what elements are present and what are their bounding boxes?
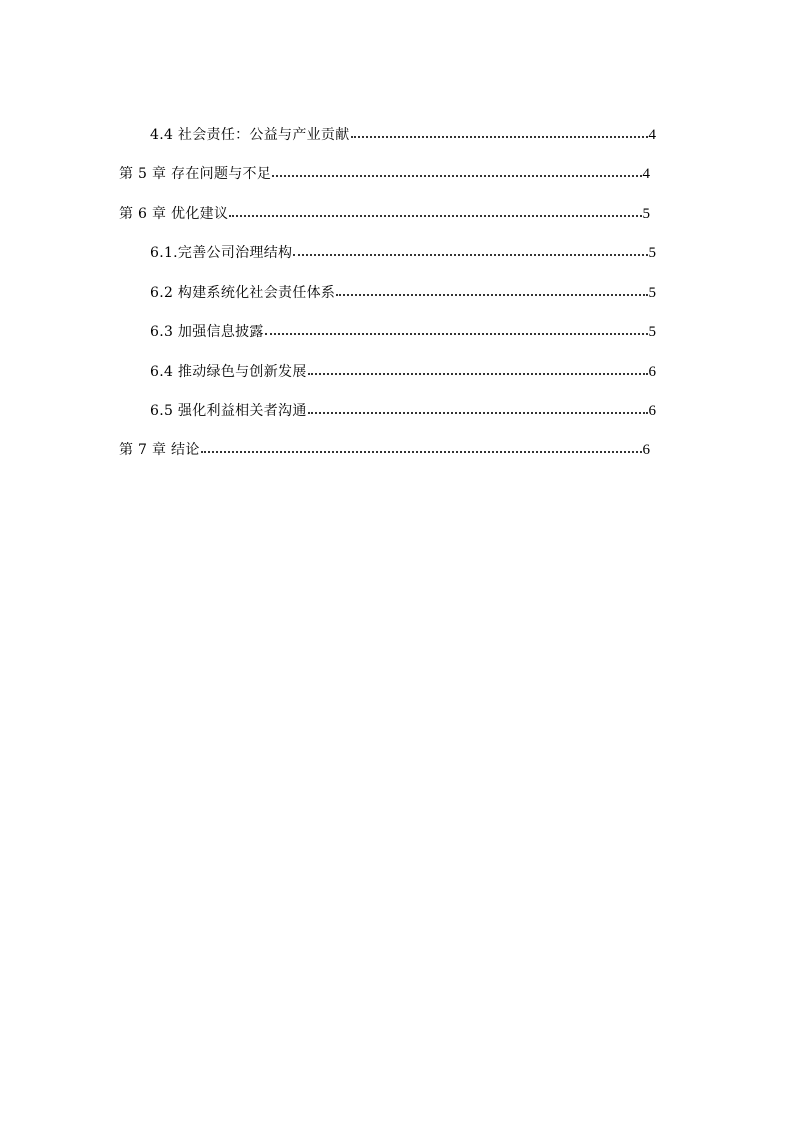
toc-dot-leader [201, 451, 642, 453]
toc-entry-page-number: 6 [648, 403, 656, 419]
toc-entry-page-number: 6 [648, 364, 656, 380]
toc-entry-label: 6.1.完善公司治理结构 [150, 245, 293, 261]
toc-dot-leader [351, 136, 648, 138]
toc-entry-6-5[interactable] [150, 399, 656, 423]
toc-entry-6-4[interactable] [150, 360, 656, 384]
toc-entry-label: 第 5 章 存在问题与不足 [119, 166, 272, 182]
toc-entry-label: 6.3 加强信息披露 [150, 324, 264, 340]
toc-entry-label: 6.4 推动绿色与创新发展 [150, 364, 307, 380]
toc-dot-leader [308, 373, 648, 375]
toc-entry-chapter-7[interactable] [119, 438, 650, 462]
toc-entry-label: 第 6 章 优化建议 [119, 206, 229, 222]
toc-entry-page-number: 4 [648, 127, 656, 143]
toc-entry-label: 第 7 章 结论 [119, 442, 200, 458]
toc-entry-label: 4.4 社会责任：公益与产业贡献 [150, 127, 350, 143]
toc-dot-leader [308, 412, 648, 414]
toc-dot-leader [293, 254, 647, 256]
toc-entry-4-4[interactable] [150, 123, 656, 147]
toc-entry-chapter-5[interactable] [119, 162, 650, 186]
toc-entry-page-number: 6 [642, 442, 650, 458]
toc-entry-label: 6.2 构建系统化社会责任体系 [150, 285, 336, 301]
toc-entry-page-number: 4 [642, 166, 650, 182]
toc-dot-leader [229, 215, 641, 217]
toc-entry-page-number: 5 [648, 324, 656, 340]
toc-dot-leader [272, 175, 641, 177]
toc-entry-6-2[interactable] [150, 281, 656, 305]
toc-entry-6-1[interactable] [150, 241, 656, 265]
toc-dot-leader [336, 294, 647, 296]
toc-entry-label: 6.5 强化利益相关者沟通 [150, 403, 307, 419]
toc-entry-page-number: 5 [648, 285, 656, 301]
toc-entry-chapter-6[interactable] [119, 202, 650, 226]
toc-dot-leader [265, 333, 648, 335]
toc-entry-page-number: 5 [642, 206, 650, 222]
toc-entry-6-3[interactable] [150, 320, 656, 344]
toc-entry-page-number: 5 [648, 245, 656, 261]
